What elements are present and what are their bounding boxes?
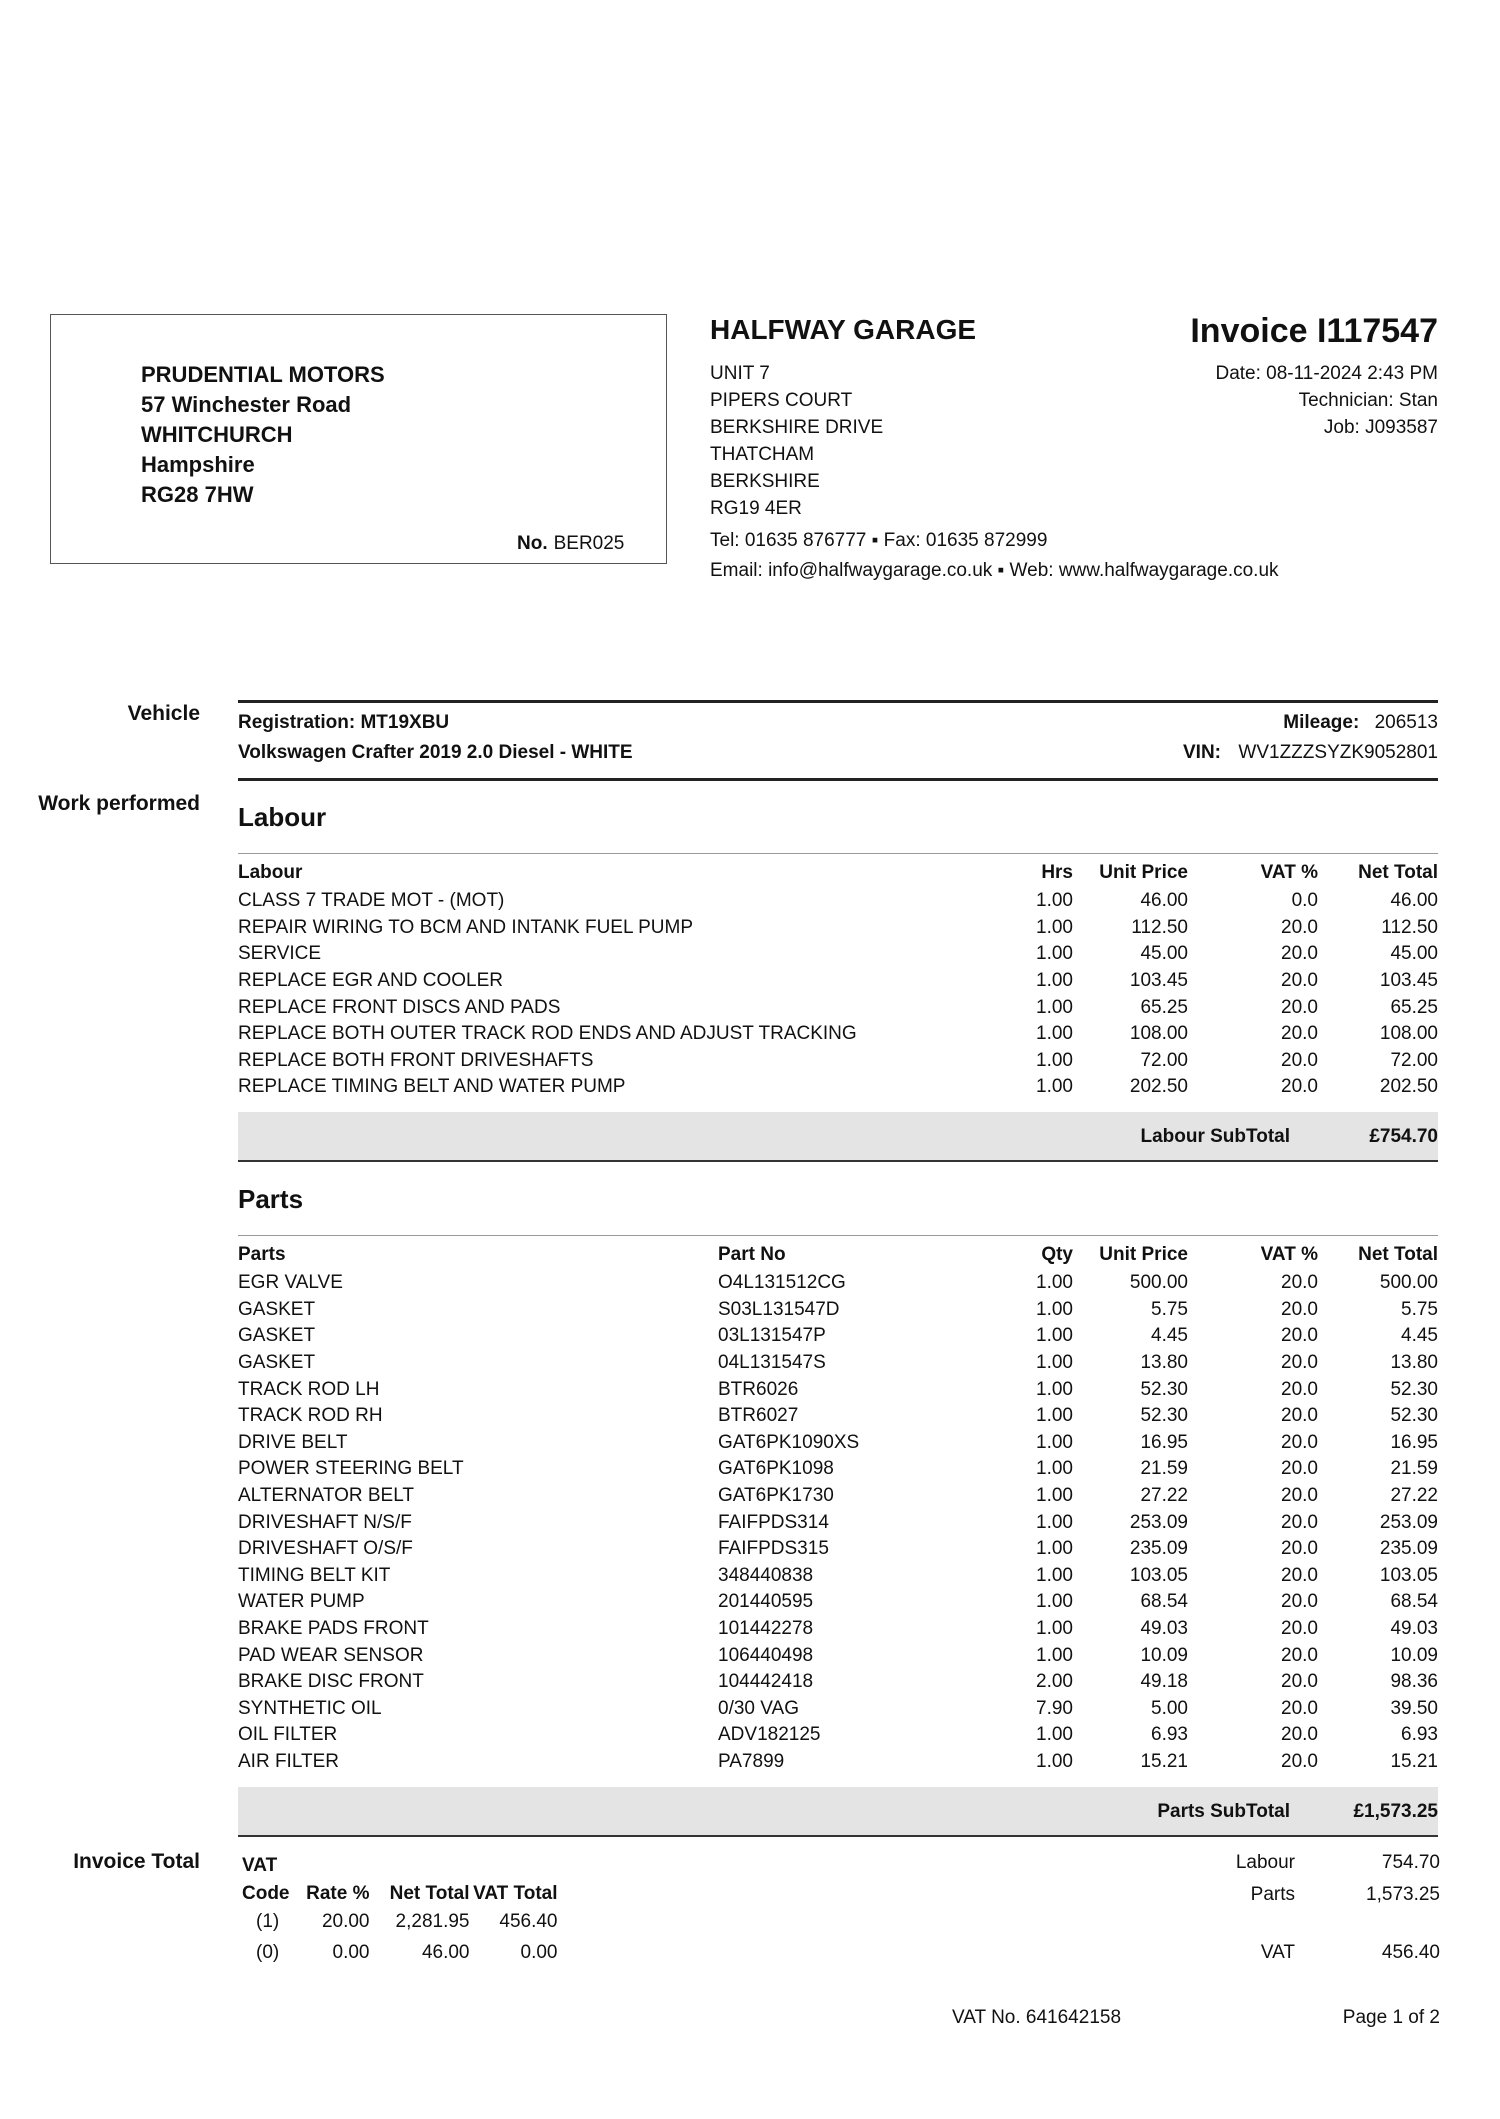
labour-row [238, 915, 1438, 942]
customer-town: WHITCHURCH [141, 422, 293, 447]
part-vat-rate: 20.0 [1281, 1485, 1318, 1507]
total-vat-label: VAT [1260, 1942, 1295, 1963]
part-description: TRACK ROD RH [238, 1405, 383, 1427]
garage-name: HALFWAY GARAGE [710, 314, 977, 345]
labour-row [238, 941, 1438, 968]
part-quantity: 1.00 [1036, 1378, 1073, 1400]
parts-rows [238, 1270, 1438, 1775]
customer-street: 57 Winchester Road [141, 392, 352, 417]
labour-unit-price: 72.00 [1140, 1049, 1188, 1071]
part-quantity: 1.00 [1036, 1298, 1073, 1320]
vehicle-side-label: Vehicle [127, 702, 200, 725]
part-net-total: 27.22 [1390, 1485, 1438, 1507]
parts-row [238, 1297, 1438, 1324]
labour-description: SERVICE [238, 943, 322, 965]
part-unit-price: 500.00 [1129, 1272, 1188, 1294]
part-vat-rate: 20.0 [1281, 1272, 1318, 1294]
part-description: OIL FILTER [238, 1724, 338, 1746]
part-description: GASKET [238, 1325, 316, 1347]
labour-unit-price: 202.50 [1129, 1076, 1188, 1098]
part-description: ALTERNATOR BELT [238, 1485, 414, 1507]
parts-row [238, 1430, 1438, 1457]
part-vat-rate: 20.0 [1281, 1405, 1318, 1427]
labour-net-total: 46.00 [1390, 890, 1438, 912]
part-vat-rate: 20.0 [1281, 1352, 1318, 1374]
labour-description: REPLACE BOTH FRONT DRIVESHAFTS [238, 1049, 594, 1071]
part-quantity: 1.00 [1036, 1485, 1073, 1507]
part-net-total: 13.80 [1390, 1352, 1438, 1374]
part-description: EGR VALVE [238, 1272, 343, 1294]
parts-row [238, 1483, 1438, 1510]
part-vat-rate: 20.0 [1281, 1697, 1318, 1719]
labour-description: REPLACE FRONT DISCS AND PADS [238, 996, 561, 1018]
part-number: BTR6027 [718, 1405, 799, 1427]
vat-summary-title: VAT [242, 1855, 278, 1876]
part-unit-price: 5.75 [1151, 1298, 1188, 1320]
part-unit-price: 49.03 [1140, 1618, 1188, 1640]
part-number: FAIFPDS315 [718, 1538, 829, 1560]
part-number: 201440595 [718, 1591, 814, 1613]
part-number: ADV182125 [718, 1724, 821, 1746]
labour-header-rule [238, 853, 1438, 854]
garage-address-line: RG19 4ER [710, 498, 802, 519]
labour-unit-price: 103.45 [1129, 970, 1188, 992]
labour-description: CLASS 7 TRADE MOT - (MOT) [238, 890, 505, 912]
vat-col-code: Code [242, 1883, 290, 1904]
part-vat-rate: 20.0 [1281, 1564, 1318, 1586]
parts-row [238, 1563, 1438, 1590]
part-vat-rate: 20.0 [1281, 1538, 1318, 1560]
parts-col-vat: VAT % [1260, 1244, 1318, 1265]
part-quantity: 1.00 [1036, 1511, 1073, 1533]
labour-net-total: 45.00 [1390, 943, 1438, 965]
vat-col-vat: VAT Total [473, 1883, 558, 1904]
parts-subtotal-label: Parts SubTotal [1157, 1801, 1290, 1822]
part-net-total: 5.75 [1401, 1298, 1438, 1320]
part-net-total: 52.30 [1390, 1405, 1438, 1427]
labour-unit-price: 45.00 [1140, 943, 1188, 965]
part-net-total: 49.03 [1390, 1618, 1438, 1640]
part-quantity: 1.00 [1036, 1405, 1073, 1427]
garage-address-line: BERKSHIRE [710, 471, 820, 492]
part-unit-price: 15.21 [1140, 1750, 1188, 1772]
part-net-total: 103.05 [1379, 1564, 1438, 1586]
customer-name: PRUDENTIAL MOTORS [141, 362, 385, 387]
part-description: DRIVESHAFT O/S/F [238, 1538, 413, 1560]
labour-hours: 1.00 [1036, 970, 1073, 992]
part-vat-rate: 20.0 [1281, 1298, 1318, 1320]
part-number: 104442418 [718, 1671, 814, 1693]
part-number: S03L131547D [718, 1298, 840, 1320]
labour-net-total: 112.50 [1381, 916, 1438, 938]
labour-subtotal-value: £754.70 [1369, 1126, 1438, 1147]
labour-col-unit: Unit Price [1099, 862, 1188, 883]
part-quantity: 2.00 [1036, 1671, 1073, 1693]
vat-col-net: Net Total [389, 1883, 470, 1904]
total-parts-value: 1,573.25 [1366, 1884, 1440, 1905]
parts-row [238, 1270, 1438, 1297]
part-net-total: 68.54 [1390, 1591, 1438, 1613]
labour-col-hrs: Hrs [1041, 862, 1073, 883]
part-vat-rate: 20.0 [1281, 1591, 1318, 1613]
labour-subtotal-bar [238, 1112, 1438, 1162]
mileage-value: 206513 [1374, 712, 1438, 733]
part-net-total: 98.36 [1390, 1671, 1438, 1693]
parts-row [238, 1669, 1438, 1696]
parts-col-desc: Parts [238, 1244, 286, 1265]
labour-row [238, 1048, 1438, 1075]
labour-net-total: 108.00 [1379, 1023, 1438, 1045]
part-vat-rate: 20.0 [1281, 1378, 1318, 1400]
part-net-total: 15.21 [1390, 1750, 1438, 1772]
garage-address-line: THATCHAM [710, 444, 815, 465]
vat-net: 46.00 [421, 1942, 470, 1963]
parts-row [238, 1589, 1438, 1616]
vat-net: 2,281.95 [395, 1911, 470, 1932]
vat-rate: 0.00 [332, 1942, 370, 1963]
part-quantity: 1.00 [1036, 1458, 1073, 1480]
part-vat-rate: 20.0 [1281, 1431, 1318, 1453]
labour-net-total: 202.50 [1379, 1076, 1438, 1098]
part-net-total: 52.30 [1390, 1378, 1438, 1400]
garage-address [710, 360, 883, 522]
part-net-total: 235.09 [1379, 1538, 1438, 1560]
labour-description: REPLACE TIMING BELT AND WATER PUMP [238, 1076, 626, 1098]
part-description: TIMING BELT KIT [238, 1564, 391, 1586]
labour-row [238, 888, 1438, 915]
parts-row [238, 1376, 1438, 1403]
vat-code: (0) [256, 1942, 280, 1963]
total-labour-label: Labour [1235, 1852, 1295, 1873]
labour-description: REPAIR WIRING TO BCM AND INTANK FUEL PUMP [238, 916, 693, 938]
labour-hours: 1.00 [1036, 943, 1073, 965]
parts-section-title: Parts [238, 1184, 304, 1214]
part-quantity: 1.00 [1036, 1750, 1073, 1772]
vat-summary-header [242, 1880, 558, 1908]
labour-row [238, 1074, 1438, 1101]
part-vat-rate: 20.0 [1281, 1750, 1318, 1772]
invoice-total-side-label: Invoice Total [73, 1850, 200, 1873]
labour-net-total: 72.00 [1390, 1049, 1438, 1071]
part-number: 04L131547S [718, 1352, 826, 1374]
vat-summary-row [242, 1908, 558, 1936]
vehicle-top-rule [238, 700, 1438, 703]
labour-row [238, 968, 1438, 995]
part-quantity: 1.00 [1036, 1325, 1073, 1347]
mileage-label: Mileage: [1283, 712, 1360, 733]
vat-code: (1) [256, 1911, 280, 1932]
part-vat-rate: 20.0 [1281, 1458, 1318, 1480]
customer-county: Hampshire [141, 452, 255, 477]
labour-section-title: Labour [238, 802, 327, 832]
part-number: 03L131547P [718, 1325, 826, 1347]
labour-col-desc: Labour [238, 862, 303, 883]
labour-header-row [238, 858, 1438, 888]
part-quantity: 1.00 [1036, 1591, 1073, 1613]
part-unit-price: 68.54 [1140, 1591, 1188, 1613]
customer-postcode: RG28 7HW [141, 482, 254, 507]
part-quantity: 1.00 [1036, 1352, 1073, 1374]
account-number [517, 533, 624, 555]
parts-col-partno: Part No [718, 1244, 786, 1265]
part-quantity: 1.00 [1036, 1564, 1073, 1586]
garage-address-line: UNIT 7 [710, 363, 770, 384]
vat-total: 456.40 [499, 1911, 558, 1932]
part-vat-rate: 20.0 [1281, 1618, 1318, 1640]
part-net-total: 21.59 [1390, 1458, 1438, 1480]
part-unit-price: 49.18 [1140, 1671, 1188, 1693]
work-performed-side-label: Work performed [38, 792, 200, 815]
account-number-value: BER025 [553, 533, 625, 554]
vat-summary-row [242, 1936, 558, 1970]
part-quantity: 1.00 [1036, 1724, 1073, 1746]
garage-address-line: PIPERS COURT [710, 390, 853, 411]
parts-table [238, 1240, 1438, 1775]
total-vat-value: 456.40 [1381, 1942, 1440, 1963]
part-description: AIR FILTER [238, 1750, 339, 1772]
vat-total: 0.00 [520, 1942, 558, 1963]
part-quantity: 7.90 [1036, 1697, 1073, 1719]
part-net-total: 39.50 [1390, 1697, 1438, 1719]
part-unit-price: 52.30 [1140, 1378, 1188, 1400]
parts-row [238, 1722, 1438, 1749]
part-unit-price: 10.09 [1140, 1644, 1188, 1666]
vehicle-registration: Registration: MT19XBU [238, 712, 450, 733]
labour-col-net: Net Total [1358, 862, 1438, 883]
invoice-technician: Technician: Stan [1298, 390, 1438, 411]
parts-row [238, 1616, 1438, 1643]
part-quantity: 1.00 [1036, 1618, 1073, 1640]
labour-col-vat: VAT % [1260, 862, 1318, 883]
part-net-total: 4.45 [1401, 1325, 1438, 1347]
vat-rate: 20.00 [321, 1911, 370, 1932]
vehicle-description: Volkswagen Crafter 2019 2.0 Diesel - WHITE [238, 742, 633, 763]
part-description: GASKET [238, 1352, 316, 1374]
part-description: SYNTHETIC OIL [238, 1697, 382, 1719]
part-unit-price: 4.45 [1151, 1325, 1188, 1347]
part-number: 348440838 [718, 1564, 814, 1586]
total-labour-value: 754.70 [1381, 1852, 1440, 1873]
parts-col-qty: Qty [1041, 1244, 1073, 1265]
part-unit-price: 235.09 [1129, 1538, 1188, 1560]
labour-net-total: 65.25 [1390, 996, 1438, 1018]
customer-address [141, 360, 385, 510]
labour-vat-rate: 20.0 [1281, 1076, 1318, 1098]
parts-subtotal-value: £1,573.25 [1353, 1801, 1438, 1822]
vehicle-bottom-rule [238, 778, 1438, 781]
part-description: TRACK ROD LH [238, 1378, 380, 1400]
invoice-job: Job: J093587 [1323, 417, 1438, 438]
labour-hours: 1.00 [1036, 1076, 1073, 1098]
labour-description: REPLACE BOTH OUTER TRACK ROD ENDS AND ADJUST TRACKING [238, 1023, 857, 1045]
invoice-date: Date: 08-11-2024 2:43 PM [1215, 363, 1438, 384]
part-number: GAT6PK1090XS [718, 1431, 860, 1453]
parts-subtotal-bar [238, 1787, 1438, 1837]
labour-vat-rate: 20.0 [1281, 1023, 1318, 1045]
page-number: Page 1 of 2 [1342, 2007, 1440, 2028]
parts-row [238, 1456, 1438, 1483]
labour-row [238, 1021, 1438, 1048]
part-unit-price: 6.93 [1151, 1724, 1188, 1746]
part-number: GAT6PK1730 [718, 1485, 834, 1507]
part-unit-price: 13.80 [1140, 1352, 1188, 1374]
part-vat-rate: 20.0 [1281, 1511, 1318, 1533]
labour-row [238, 994, 1438, 1021]
vat-number: VAT No. 641642158 [952, 2007, 1122, 2028]
parts-row [238, 1642, 1438, 1669]
labour-unit-price: 112.50 [1131, 916, 1188, 938]
part-unit-price: 103.05 [1129, 1564, 1188, 1586]
part-unit-price: 21.59 [1140, 1458, 1188, 1480]
part-number: 106440498 [718, 1644, 814, 1666]
labour-hours: 1.00 [1036, 1023, 1073, 1045]
part-net-total: 16.95 [1390, 1431, 1438, 1453]
part-unit-price: 5.00 [1151, 1697, 1188, 1719]
parts-row [238, 1323, 1438, 1350]
part-number: FAIFPDS314 [718, 1511, 829, 1533]
part-description: POWER STEERING BELT [238, 1458, 464, 1480]
part-unit-price: 253.09 [1129, 1511, 1188, 1533]
labour-rows [238, 888, 1438, 1101]
part-quantity: 1.00 [1036, 1272, 1073, 1294]
part-vat-rate: 20.0 [1281, 1671, 1318, 1693]
labour-unit-price: 108.00 [1129, 1023, 1188, 1045]
vin-label: VIN: [1183, 742, 1221, 763]
part-description: WATER PUMP [238, 1591, 365, 1613]
part-description: BRAKE PADS FRONT [238, 1618, 429, 1640]
part-vat-rate: 20.0 [1281, 1644, 1318, 1666]
labour-unit-price: 65.25 [1140, 996, 1188, 1018]
parts-header-row [238, 1240, 1438, 1270]
part-quantity: 1.00 [1036, 1644, 1073, 1666]
labour-net-total: 103.45 [1379, 970, 1438, 992]
labour-vat-rate: 20.0 [1281, 1049, 1318, 1071]
labour-unit-price: 46.00 [1140, 890, 1188, 912]
parts-row [238, 1509, 1438, 1536]
part-number: GAT6PK1098 [718, 1458, 834, 1480]
part-number: 0/30 VAG [718, 1697, 799, 1719]
part-vat-rate: 20.0 [1281, 1325, 1318, 1347]
part-description: DRIVE BELT [238, 1431, 348, 1453]
parts-row [238, 1749, 1438, 1776]
invoice-meta [1215, 360, 1438, 441]
labour-hours: 1.00 [1036, 1049, 1073, 1071]
vat-summary-table [242, 1852, 558, 1970]
part-quantity: 1.00 [1036, 1431, 1073, 1453]
part-description: DRIVESHAFT N/S/F [238, 1511, 412, 1533]
part-description: PAD WEAR SENSOR [238, 1644, 424, 1666]
labour-subtotal-label: Labour SubTotal [1140, 1126, 1290, 1147]
labour-vat-rate: 20.0 [1281, 996, 1318, 1018]
labour-vat-rate: 20.0 [1281, 943, 1318, 965]
part-net-total: 253.09 [1379, 1511, 1438, 1533]
parts-row [238, 1536, 1438, 1563]
labour-table [238, 858, 1438, 1101]
part-net-total: 6.93 [1401, 1724, 1438, 1746]
labour-vat-rate: 0.0 [1291, 890, 1318, 912]
parts-row [238, 1696, 1438, 1723]
part-number: O4L131512CG [718, 1272, 846, 1294]
labour-vat-rate: 20.0 [1281, 970, 1318, 992]
vat-col-rate: Rate % [306, 1883, 370, 1904]
part-vat-rate: 20.0 [1281, 1724, 1318, 1746]
part-description: GASKET [238, 1298, 316, 1320]
parts-header-rule [238, 1235, 1438, 1236]
part-description: BRAKE DISC FRONT [238, 1671, 424, 1693]
part-net-total: 500.00 [1379, 1272, 1438, 1294]
parts-col-net: Net Total [1358, 1244, 1438, 1265]
part-number: 101442278 [718, 1618, 814, 1640]
vin-value: WV1ZZZSYZK9052801 [1238, 742, 1438, 763]
garage-contact [710, 526, 1279, 586]
labour-hours: 1.00 [1036, 916, 1073, 938]
labour-hours: 1.00 [1036, 890, 1073, 912]
parts-col-unit: Unit Price [1099, 1244, 1188, 1265]
account-number-label: No. [517, 533, 548, 554]
total-parts-label: Parts [1250, 1884, 1295, 1905]
garage-address-line: BERKSHIRE DRIVE [710, 417, 884, 438]
labour-description: REPLACE EGR AND COOLER [238, 970, 504, 992]
labour-vat-rate: 20.0 [1281, 916, 1318, 938]
parts-row [238, 1350, 1438, 1377]
part-unit-price: 16.95 [1140, 1431, 1188, 1453]
part-unit-price: 52.30 [1140, 1405, 1188, 1427]
labour-hours: 1.00 [1036, 996, 1073, 1018]
garage-email-line: Email: info@halfwaygarage.co.uk ▪ Web: www.halfwaygarage.co.uk [710, 560, 1279, 581]
vehicle-mileage [1283, 712, 1438, 734]
part-unit-price: 27.22 [1140, 1485, 1188, 1507]
part-quantity: 1.00 [1036, 1538, 1073, 1560]
parts-row [238, 1403, 1438, 1430]
garage-phone-line: Tel: 01635 876777 ▪ Fax: 01635 872999 [710, 530, 1048, 551]
part-number: PA7899 [718, 1750, 785, 1772]
invoice-title: Invoice I117547 [1190, 312, 1438, 350]
part-net-total: 10.09 [1390, 1644, 1438, 1666]
part-number: BTR6026 [718, 1378, 799, 1400]
